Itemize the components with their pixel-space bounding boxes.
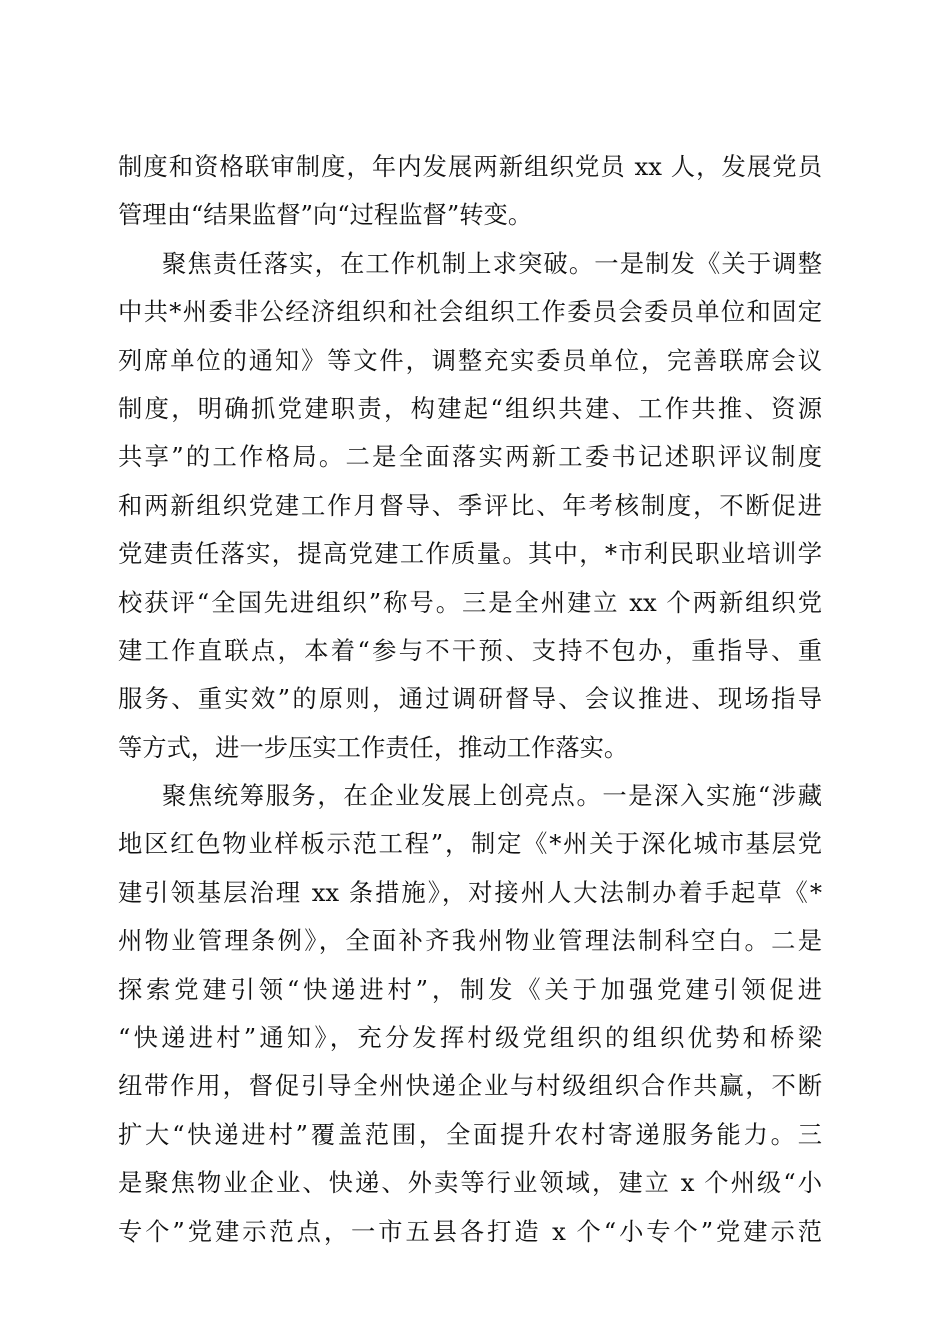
text-line: 建工作直联点，本着“参与不干预、支持不包办，重指导、重 <box>118 635 822 665</box>
text-line: 州物业管理条例》，全面补齐我州物业管理法制科空白。二是 <box>118 926 822 956</box>
text-line: 是聚焦物业企业、快递、外卖等行业领域，建立 x 个州级“小 <box>118 1168 822 1198</box>
text-line: 聚焦统筹服务，在企业发展上创亮点。一是深入实施“涉藏 <box>162 781 822 811</box>
text-line: 地区红色物业样板示范工程”，制定《*州关于深化城市基层党 <box>118 829 822 859</box>
text-line: 纽带作用，督促引导全州快递企业与村级组织合作共赢，不断 <box>118 1071 822 1101</box>
text-line: 共享”的工作格局。二是全面落实两新工委书记述职评议制度 <box>118 442 822 472</box>
text-line: 和两新组织党建工作月督导、季评比、年考核制度，不断促进 <box>118 490 822 520</box>
paragraph-1 <box>118 143 822 240</box>
text-line: “快递进村”通知》，充分发挥村级党组织的组织优势和桥梁 <box>118 1023 822 1053</box>
text-line: 服务、重实效”的原则，通过调研督导、会议推进、现场指导 <box>118 684 822 714</box>
text-line: 建引领基层治理 xx 条措施》，对接州人大法制办着手起草《* <box>118 877 822 907</box>
paragraph-2 <box>118 240 822 772</box>
text-line: 中共*州委非公经济组织和社会组织工作委员会委员单位和固定 <box>118 297 822 327</box>
text-line: 制度，明确抓党建职责，构建起“组织共建、工作共推、资源 <box>118 393 822 423</box>
text-line: 扩大“快递进村”覆盖范围，全面提升农村寄递服务能力。三 <box>118 1119 822 1149</box>
paragraph-3 <box>118 772 822 1256</box>
text-line: 等方式，进一步压实工作责任，推动工作落实。 <box>118 732 629 762</box>
text-line: 党建责任落实，提高党建工作质量。其中，*市利民职业培训学 <box>118 539 822 569</box>
text-line: 管理由“结果监督”向“过程监督”转变。 <box>118 200 533 230</box>
text-line: 聚焦责任落实，在工作机制上求突破。一是制发《关于调整 <box>162 248 822 278</box>
text-line: 专个”党建示范点，一市五县各打造 x 个“小专个”党建示范 <box>118 1216 822 1246</box>
document-body <box>118 143 822 1256</box>
text-line: 制度和资格联审制度，年内发展两新组织党员 xx 人，发展党员 <box>118 152 822 181</box>
text-line: 校获评“全国先进组织”称号。三是全州建立 xx 个两新组织党 <box>118 587 822 617</box>
text-line: 列席单位的通知》等文件，调整充实委员单位，完善联席会议 <box>118 345 822 375</box>
text-line: 探索党建引领“快递进村”，制发《关于加强党建引领促进 <box>118 974 822 1004</box>
